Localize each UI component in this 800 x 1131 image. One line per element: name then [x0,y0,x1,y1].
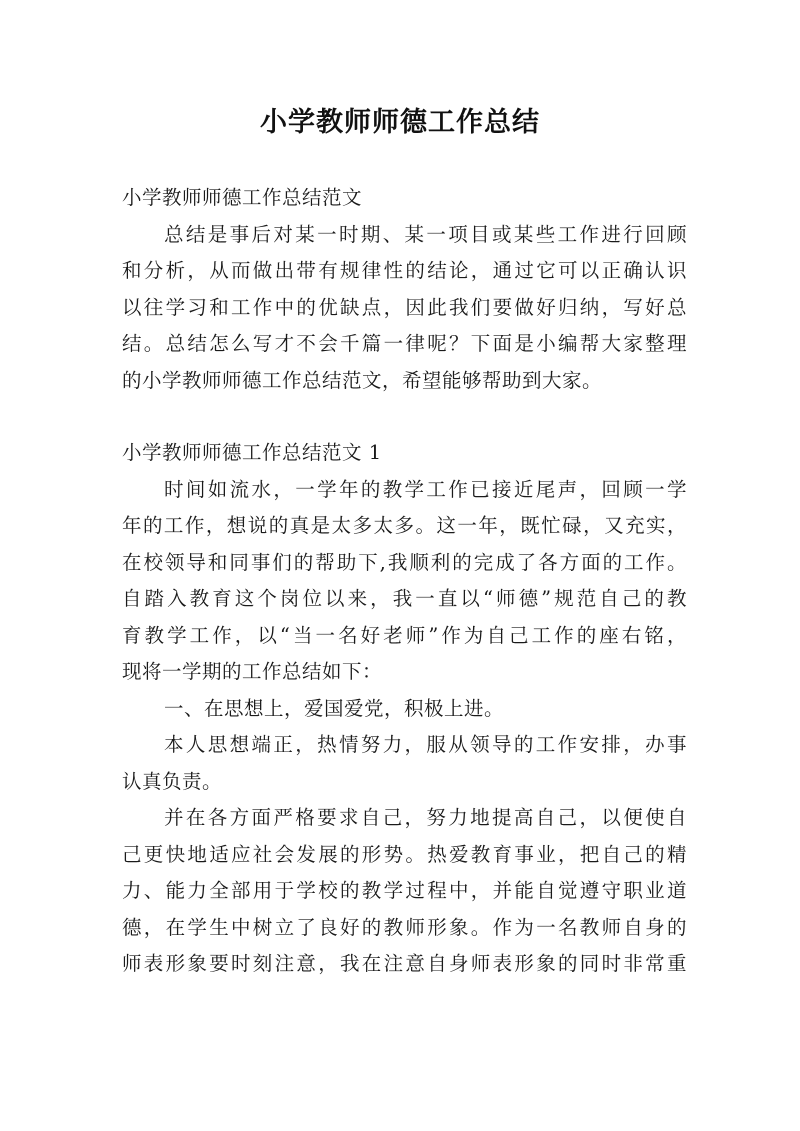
paragraph-line: 师表形象要时刻注意，我在注意自身师表形象的同时非常重 [122,952,687,975]
section-heading: 小学教师师德工作总结范文 [122,186,363,209]
paragraph-line: 年的工作，想说的真是太多太多。这一年，既忙碌，又充实， [122,514,687,537]
document-body [122,180,687,983]
paragraph-line: 总结是事后对某一时期、某一项目或某些工作进行回顾 [164,222,687,246]
paragraph-line: 自踏入教育这个岗位以来，我一直以“师德”规范自己的教 [122,587,687,610]
paragraph-line: 以往学习和工作中的优缺点，因此我们要做好归纳，写好总 [122,295,687,319]
paragraph-gap [122,399,687,435]
point-heading: 一、在思想上，爱国爱党，积极上进。 [164,696,505,720]
paragraph-line: 己更快地适应社会发展的形势。热爱教育事业，把自己的精 [122,842,687,866]
document-title: 小学教师师德工作总结 [260,107,540,138]
paragraph-line: 力、能力全部用于学校的教学过程中，并能自觉遵守职业道 [122,879,687,902]
paragraph-line: 在校领导和同事们的帮助下,我顺利的完成了各方面的工作。 [122,550,687,574]
paragraph-line: 结。总结怎么写才不会千篇一律呢？下面是小编帮大家整理 [122,332,687,355]
paragraph-line: 的小学教师师德工作总结范文，希望能够帮助到大家。 [122,368,603,392]
paragraph-line: 时间如流水，一学年的教学工作已接近尾声，回顾一学 [164,477,687,501]
section-heading: 小学教师师德工作总结范文 1 [122,441,382,464]
paragraph-line: 和分析，从而做出带有规律性的结论，通过它可以正确认识 [122,259,687,282]
paragraph-line: 并在各方面严格要求自己，努力地提高自己，以便使自 [164,806,687,829]
paragraph-line: 现将一学期的工作总结如下： [122,660,383,683]
paragraph-line: 育教学工作，以“当一名好老师”作为自己工作的座右铭， [122,623,687,647]
paragraph-line: 本人思想端正，热情努力，服从领导的工作安排，办事 [164,733,687,756]
paragraph-line: 德，在学生中树立了良好的教师形象。作为一名教师自身的 [122,915,687,939]
paragraph-line: 认真负责。 [122,769,223,793]
